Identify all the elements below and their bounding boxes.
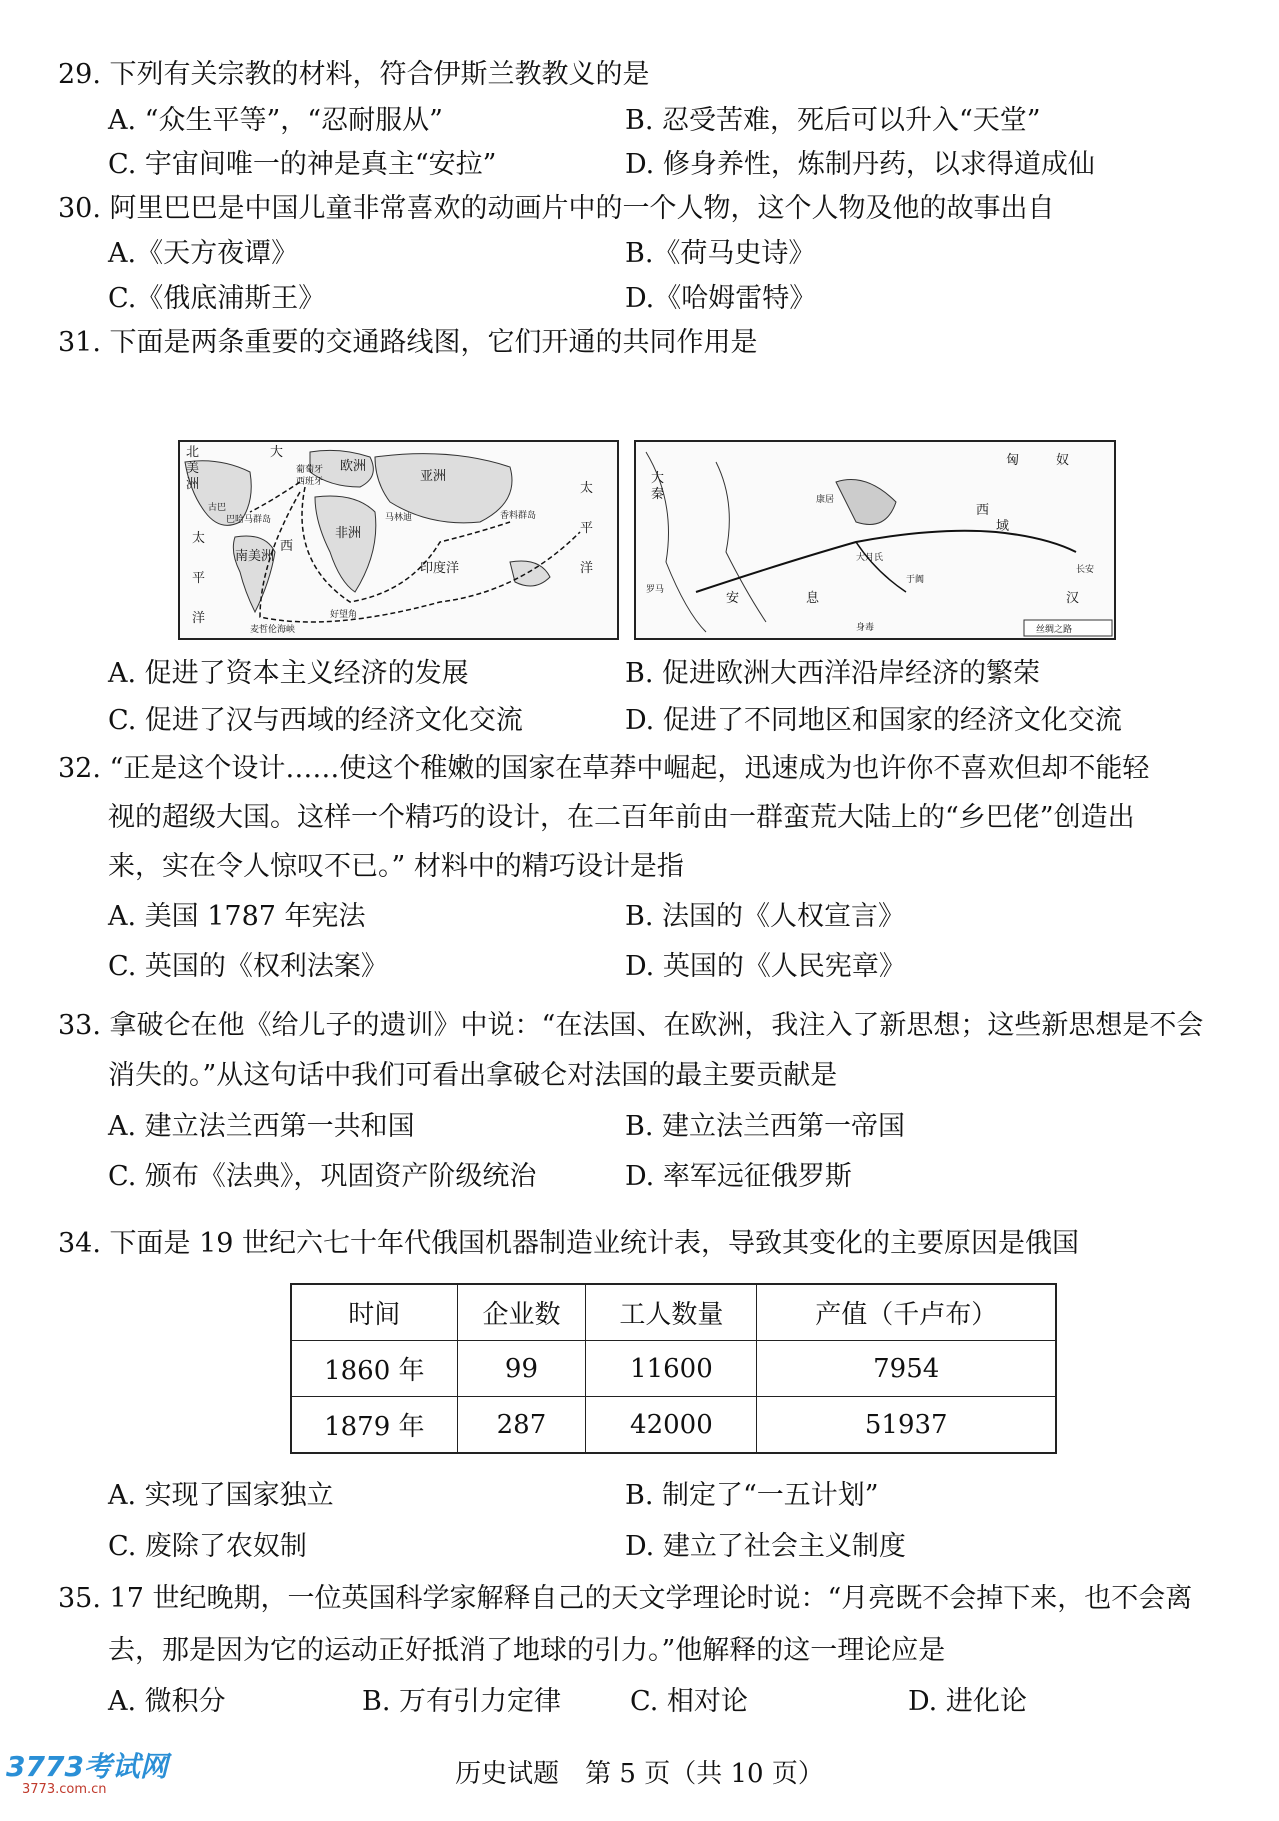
new-route-map [178,440,619,640]
label-xi: 西 [280,539,294,554]
q33-option-a: A. 建立法兰西第一共和国 [108,1111,415,1142]
table-header-cell: 工人数量 [586,1284,757,1341]
table-header-row [291,1284,1056,1341]
q30-option-a: A.《天方夜谭》 [108,238,299,269]
table-cell: 1879 年 [291,1397,457,1454]
label-africa: 非洲 [335,526,362,541]
label-cuba: 古巴 [208,503,227,513]
watermark-url: 3773.com.cn [22,1782,107,1797]
q34-option-d: D. 建立了社会主义制度 [625,1531,906,1562]
silk-road-branch [856,542,906,592]
label-shendu: 身毒 [856,623,875,633]
label-xiong: 匈 [1006,453,1020,468]
label-yu: 域 [996,519,1010,534]
q31-option-c: C. 促进了汉与西域的经济文化交流 [108,705,523,736]
label-mei: 美 [186,461,200,476]
q29-option-b: B. 忍受苦难，死后可以升入“天堂” [625,105,1041,136]
label-nu: 奴 [1056,453,1070,468]
label-rome: 罗马 [646,585,665,595]
table-cell: 51937 [757,1397,1056,1454]
watermark-logo: 3773考试网 [6,1750,168,1783]
label-da-qin-2: 秦 [651,487,665,502]
label-ping-w: 平 [192,571,206,586]
q29-option-c: C. 宇宙间唯一的神是真主“安拉” [108,149,497,180]
table-row [291,1341,1056,1397]
label-zhou: 洲 [186,477,200,492]
label-bahamas: 巴哈马群岛 [226,515,272,525]
label-malindi: 马林迪 [385,513,413,523]
label-spain: 西班牙 [296,477,324,487]
label-asia: 亚洲 [420,469,447,484]
silk-road-map [634,440,1116,640]
q31-option-b: B. 促进欧洲大西洋沿岸经济的繁荣 [625,658,1041,689]
legend-silk-road: 丝绸之路 [1036,625,1073,635]
label-portugal: 葡萄牙 [296,465,324,475]
table-header-cell: 时间 [291,1284,457,1341]
table-cell: 42000 [586,1397,757,1454]
table-cell: 99 [457,1341,586,1397]
q32-option-d: D. 英国的《人民宪章》 [625,951,906,982]
q32-option-a: A. 美国 1787 年宪法 [108,901,366,932]
table-header-cell: 企业数 [457,1284,586,1341]
label-magellan-strait: 麦哲伦海峡 [250,625,296,635]
label-an: 安 [726,591,740,606]
table-cell: 7954 [757,1341,1056,1397]
q32-stem-line3: 来，实在令人惊叹不已。” 材料中的精巧设计是指 [108,851,684,882]
table-cell: 287 [457,1397,586,1454]
q35-option-a: A. 微积分 [108,1686,226,1717]
australia-shape [510,561,550,586]
machine-industry-table [290,1283,1057,1454]
q30-option-c: C.《俄底浦斯王》 [108,283,326,314]
south-america-shape [233,536,275,612]
table-cell: 1860 年 [291,1341,457,1397]
label-yang-w: 洋 [192,611,206,626]
q30-option-d: D.《哈姆雷特》 [625,283,817,314]
q31-option-a: A. 促进了资本主义经济的发展 [108,658,469,689]
q35-stem-line1: 35. 17 世纪晚期，一位英国科学家解释自己的天文学理论时说：“月亮既不会掉下来，也不会离 [58,1583,1193,1614]
q35-stem-line2: 去，那是因为它的运动正好抵消了地球的引力。”他解释的这一理论应是 [108,1635,946,1666]
q33-option-b: B. 建立法兰西第一帝国 [625,1111,906,1142]
route-columbus [250,482,300,512]
red-sea-line [716,462,766,622]
q35-option-c: C. 相对论 [630,1686,748,1717]
caspian-shape [836,480,896,525]
q34-option-b: B. 制定了“一五计划” [625,1480,879,1511]
label-europe: 欧洲 [340,459,367,474]
label-indian-ocean: 印度洋 [420,561,460,576]
table-row [291,1397,1056,1454]
label-cape-good-hope: 好望角 [330,610,358,620]
label-spice-islands: 香料群岛 [500,511,537,521]
q31-option-d: D. 促进了不同地区和国家的经济文化交流 [625,705,1122,736]
q35-option-d: D. 进化论 [908,1686,1027,1717]
q35-option-b: B. 万有引力定律 [362,1686,562,1717]
q33-option-c: C. 颁布《法典》，巩固资产阶级统治 [108,1161,537,1192]
label-da-qin-1: 大 [651,471,665,486]
table-cell: 11600 [586,1341,757,1397]
label-yang-e: 洋 [580,561,594,576]
q33-option-d: D. 率军远征俄罗斯 [625,1161,852,1192]
label-changan: 长安 [1076,565,1095,575]
africa-shape [315,496,376,592]
q30-stem: 30. 阿里巴巴是中国儿童非常喜欢的动画片中的一个人物，这个人物及他的故事出自 [58,193,1055,224]
q34-stem: 34. 下面是 19 世纪六七十年代俄国机器制造业统计表，导致其变化的主要原因是俄国 [58,1228,1080,1259]
silk-road-line [696,531,1076,592]
new-route-map-svg [180,442,617,638]
q30-option-b: B.《荷马史诗》 [625,238,816,269]
label-tai-w: 太 [192,531,206,546]
label-han: 汉 [1066,591,1080,606]
label-north: 北 [186,445,200,460]
label-yutian: 于阗 [906,575,925,585]
q32-option-c: C. 英国的《权利法案》 [108,951,388,982]
label-ping-e: 平 [580,521,594,536]
q32-stem-line2: 视的超级大国。这样一个精巧的设计，在二百年前由一群蛮荒大陆上的“乡巴佬”创造出 [108,802,1135,833]
label-south-america: 南美洲 [235,549,275,564]
q33-stem-line1: 33. 拿破仑在他《给儿子的遗训》中说：“在法国、在欧洲，我注入了新思想；这些新思想是不会 [58,1010,1204,1041]
q31-stem: 31. 下面是两条重要的交通路线图，它们开通的共同作用是 [58,327,758,358]
silk-road-map-svg [636,442,1114,638]
label-dayuezhi: 大月氏 [856,553,884,563]
q34-option-c: C. 废除了农奴制 [108,1531,307,1562]
watermark [6,1752,168,1797]
q34-option-a: A. 实现了国家独立 [108,1480,334,1511]
page-footer: 历史试题 第 5 页（共 10 页） [455,1759,824,1789]
label-kangju: 康居 [816,495,835,505]
q29-stem: 29. 下列有关宗教的材料，符合伊斯兰教教义的是 [58,59,650,90]
label-xi-parthia: 息 [806,591,820,606]
q32-stem-line1: 32. “正是这个设计……使这个稚嫩的国家在草莽中崛起，迅速成为也许你不喜欢但却不能轻 [58,753,1150,784]
q32-option-b: B. 法国的《人权宣言》 [625,901,906,932]
q29-option-d: D. 修身养性，炼制丹药，以求得道成仙 [625,149,1095,180]
label-tai-e: 太 [580,481,594,496]
table-header-cell: 产值（千卢布） [757,1284,1056,1341]
q33-stem-line2: 消失的。”从这句话中我们可看出拿破仑对法国的最主要贡献是 [108,1060,838,1091]
label-da: 大 [270,445,284,460]
q29-option-a: A. “众生平等”，“忍耐服从” [108,105,443,136]
label-xi-region: 西 [976,503,990,518]
